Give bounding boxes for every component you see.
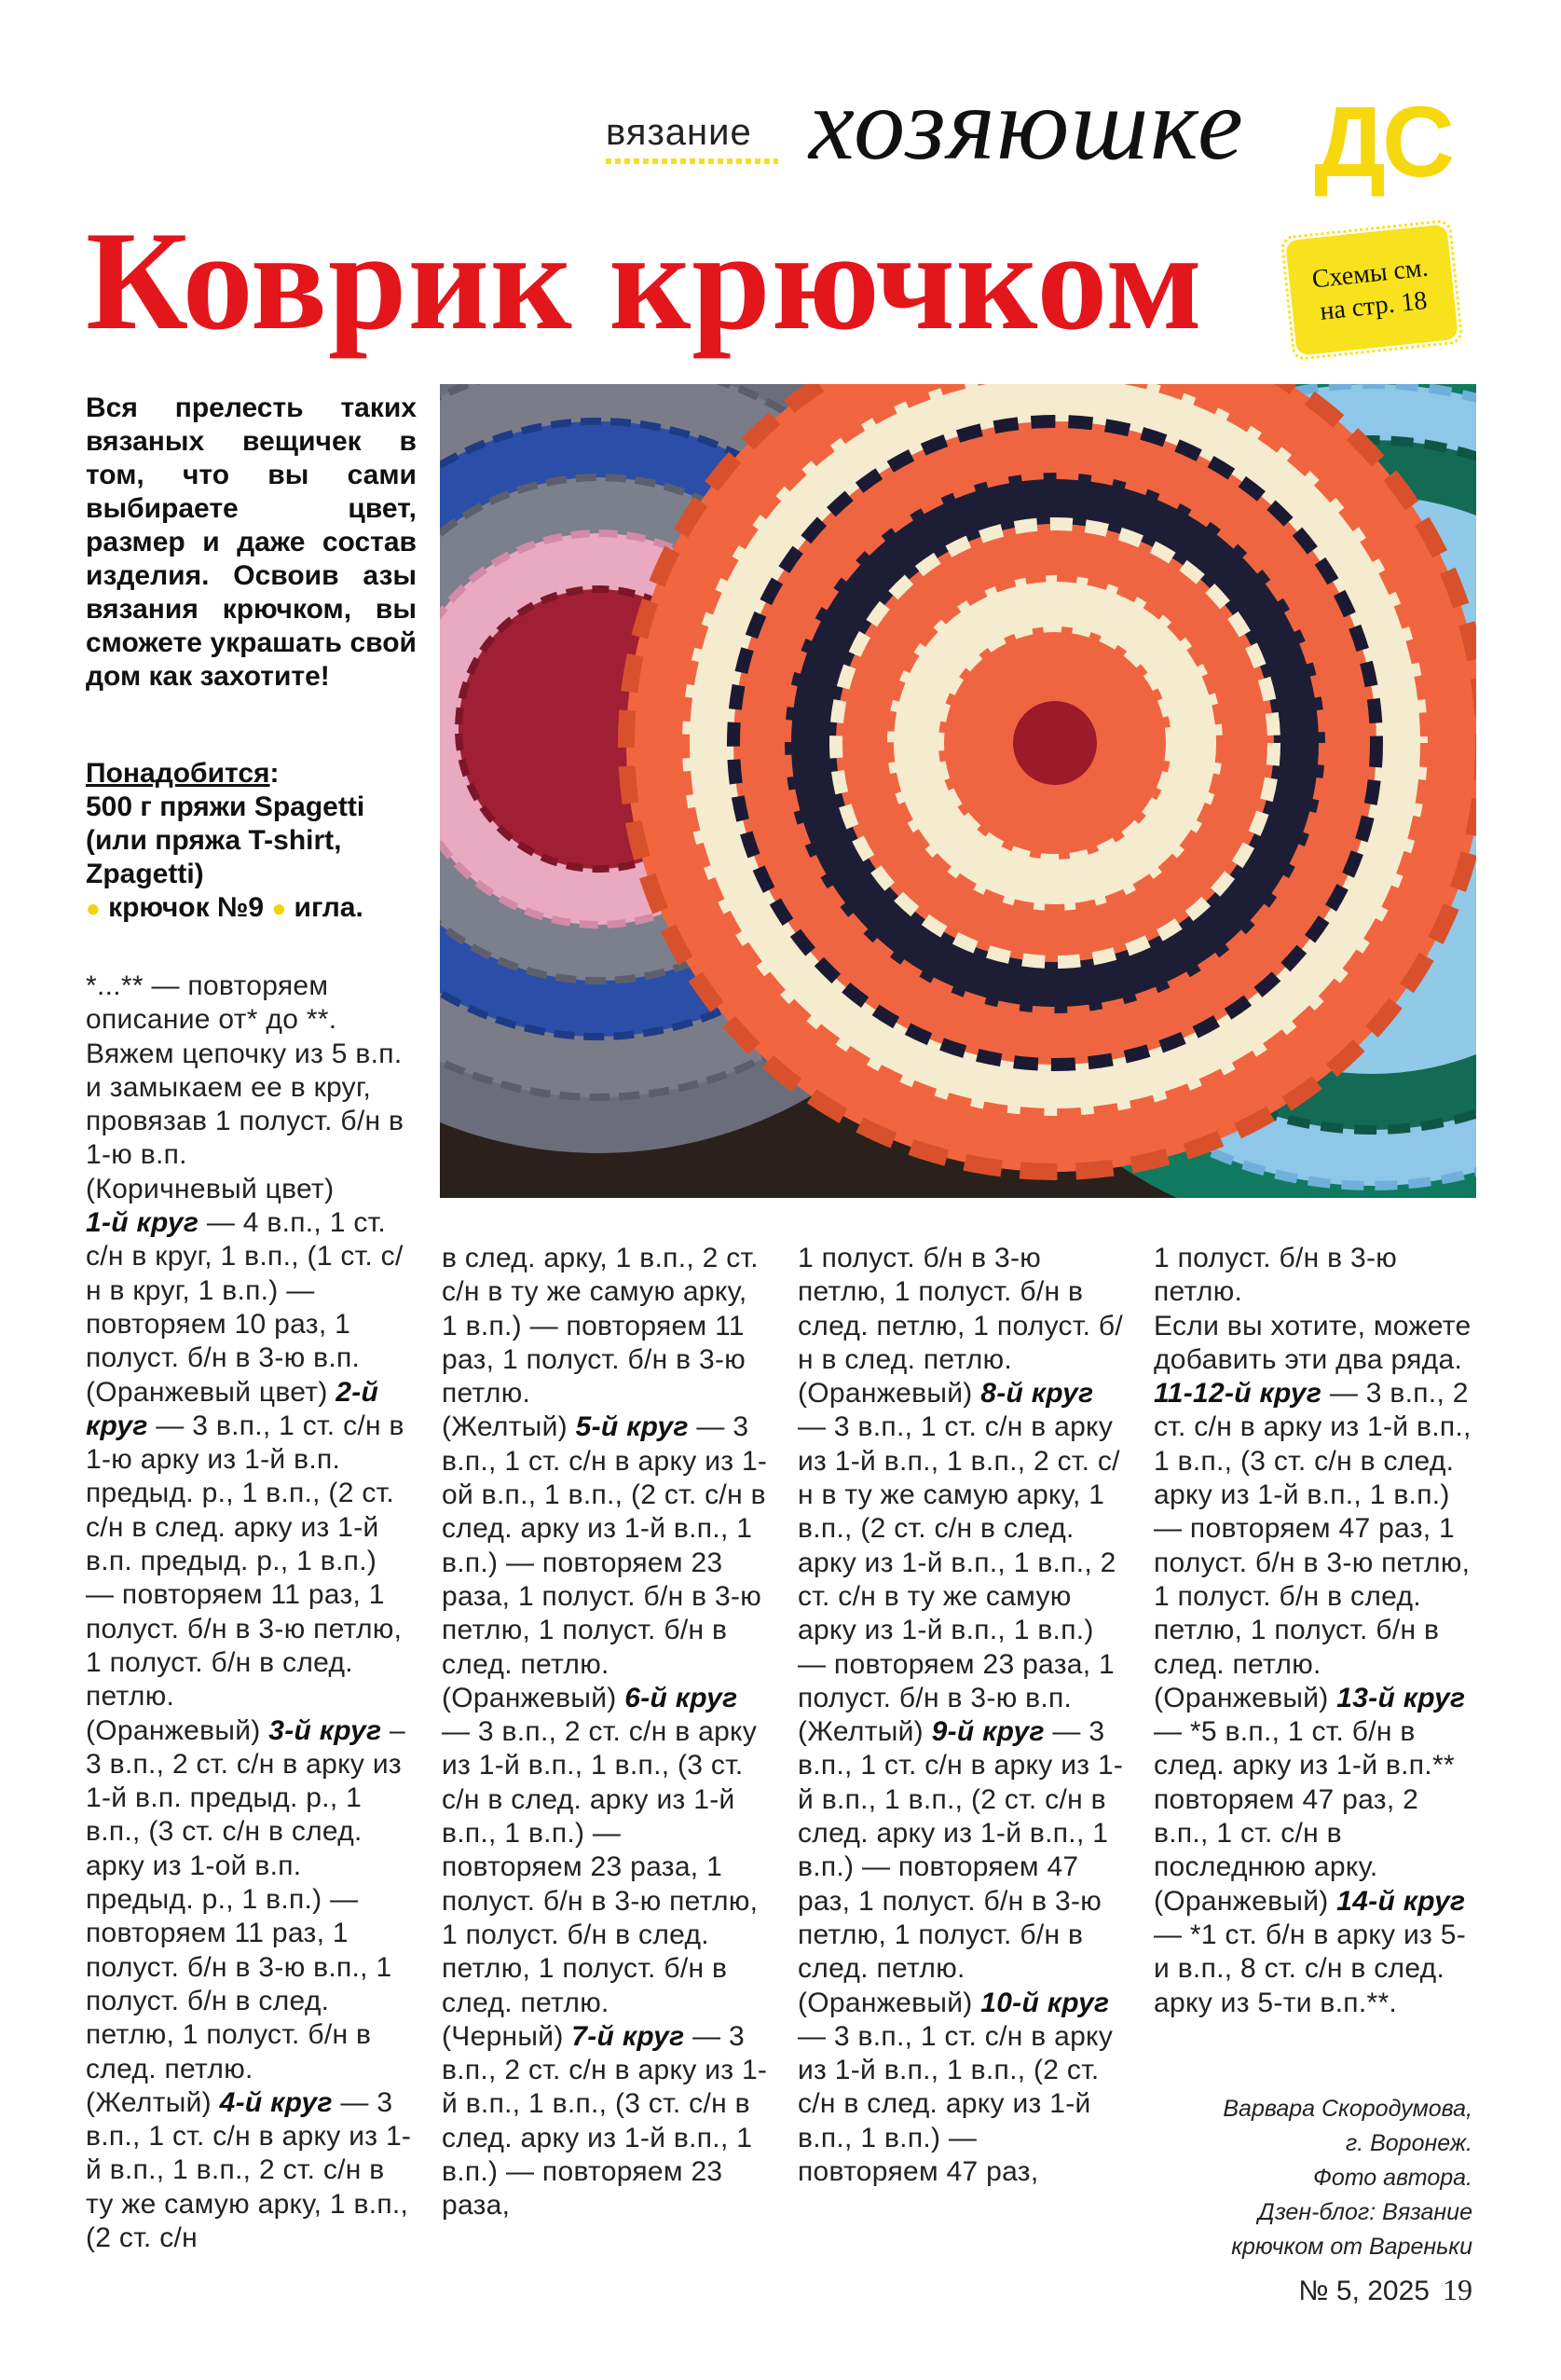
paragraph bbox=[1154, 1310, 1480, 1682]
round-heading: 11-12-й круг bbox=[1154, 1378, 1322, 1410]
text-column-2 bbox=[442, 1242, 768, 2223]
paragraph bbox=[442, 1682, 768, 2020]
text: Если вы хотите, можете добавить эти два ряда. bbox=[1154, 1310, 1472, 1375]
credit-line: Варвара Скородумова, bbox=[1223, 2096, 1472, 2122]
paragraph bbox=[798, 1715, 1124, 1986]
text: – 3 в.п., 2 ст. с/н в арку из 1-й в.п. предыд. р., 1 в.п., (3 ст. с/н в след. арку из 1-ой в.п. предыд. р., 1 в.п.) — повторяем 11 раз, 1 полуст. б/н в 3-ю в.п., 1 полуст. б/н в след. петлю, 1 полуст. б/н в след. петлю. bbox=[86, 1714, 406, 2084]
round-heading: 9-й круг bbox=[931, 1716, 1045, 1748]
materials-hook: крючок №9 bbox=[108, 892, 265, 923]
text: — *1 ст. б/н в арку из 5-и в.п., 8 ст. с/н в след. арку из 5-ти в.п.**. bbox=[1154, 1919, 1466, 2018]
paragraph bbox=[1154, 1885, 1480, 2020]
round-heading: 2-й круг bbox=[86, 1376, 379, 1441]
text: — 3 в.п., 2 ст. с/н в арку из 1-й в.п., 1 в.п., (3 ст. с/н в след. арку из 1-й в.п., 1 в.п.) — повторяем 23 раза, 1 полуст. б/н в 3-ю петлю, 1 полуст. б/н в след. петлю, 1 полуст. б/н в след. петлю. bbox=[442, 1716, 759, 2018]
text: — 3 в.п., 2 ст. с/н в арку из 1-й в.п., 1 в.п., (3 ст. с/н в след. арку из 1-й в.п., 1 в.п.) — повторяем 47 раз, 1 полуст. б/н в 3-ю петлю, 1 полуст. б/н в след. петлю, 1 полуст. б/н в след. петлю. bbox=[1154, 1378, 1472, 1680]
paragraph bbox=[86, 2086, 412, 2255]
text: 1 полуст. б/н в 3-ю петлю, 1 полуст. б/н в след. петлю, 1 полуст. б/н в след. петлю. bbox=[798, 1243, 1123, 1375]
issue-number: № 5, 2025 bbox=[1298, 2276, 1430, 2306]
paragraph bbox=[442, 2020, 768, 2223]
text: 1 полуст. б/н в 3-ю петлю. bbox=[1154, 1243, 1398, 1308]
section-label: вязание bbox=[606, 112, 752, 153]
credit-line: крючком от Вареньки bbox=[1231, 2234, 1472, 2260]
round-heading: 10-й круг bbox=[980, 1987, 1110, 2018]
page-title: Коврик крючком bbox=[86, 202, 1204, 359]
text: — 3 в.п., 1 ст. с/н в арку из 1-й в.п., 1 в.п., 2 ст. с/н в ту же самую арку, 1 в.п., (2 ст. с/н в след. арку из 1-й в.п., 1 в.п., 2 ст. с/н в ту же самую арку из 1-й в.п., 1 в.п.) — повторяем 23 раза, 1 полуст. б/н в 3-ю в.п. bbox=[798, 1411, 1120, 1713]
text: — 4 в.п., 1 ст. с/н в круг, 1 в.п., (1 ст. с/н в круг, 1 в.п.) — повторяем 10 раз, 1 полуст. б/н в 3-ю в.п. bbox=[86, 1207, 404, 1374]
materials-heading: Понадобится bbox=[86, 758, 270, 789]
color-label: (Желтый) bbox=[86, 2086, 220, 2118]
paragraph bbox=[86, 1714, 412, 2086]
paragraph bbox=[1154, 1682, 1480, 1885]
text: Вяжем цепочку из 5 в.п. и замыкаем ее в круг, провязав 1 полуст. б/н в 1-ю в.п. bbox=[86, 1038, 404, 1171]
text-column-4 bbox=[1154, 1242, 1480, 2020]
badge-line-2: на стр. 18 bbox=[1318, 285, 1429, 326]
round-heading: 7-й круг bbox=[571, 2020, 685, 2052]
materials-block bbox=[86, 757, 417, 925]
bullet-icon: ● bbox=[86, 894, 101, 922]
text: — 3 в.п., 1 ст. с/н в 1-ю арку из 1-й в.п. предыд. р., 1 в.п., (2 ст. с/н в след. арку из 1-й в.п. предыд. р., 1 в.п.) — повторяем 11 раз, 1 полуст. б/н в 3-ю петлю, 1 полуст. б/н в след. петлю. bbox=[86, 1410, 404, 1713]
round-heading: 13-й круг bbox=[1336, 1682, 1466, 1713]
color-label: (Оранжевый цвет) bbox=[86, 1376, 336, 1408]
text: — *5 в.п., 1 ст. б/н в след. арку из 1-й в.п.** повторяем 47 раз, 2 в.п., 1 ст. с/н в последнюю арку. bbox=[1154, 1716, 1455, 1883]
round-heading: 14-й круг bbox=[1336, 1885, 1466, 1917]
paragraph bbox=[442, 1242, 768, 1410]
text: в след. арку, 1 в.п., 2 ст. с/н в ту же самую арку, 1 в.п.) — повторяем 11 раз, 1 полуст. б/н в 3-ю петлю. bbox=[442, 1243, 759, 1410]
round-heading: 3-й круг bbox=[268, 1714, 382, 1746]
paragraph bbox=[1154, 1242, 1480, 1310]
page-number: 19 bbox=[1443, 2273, 1472, 2306]
paragraph bbox=[86, 1376, 412, 1714]
text: — 3 в.п., 1 ст. с/н в арку из 1-й в.п., 1 в.п., 2 ст. с/н в ту же самую арку, 1 в.п., (2 ст. с/н bbox=[86, 2086, 412, 2253]
round-heading: 4-й круг bbox=[219, 2086, 333, 2118]
color-label: (Оранжевый) bbox=[442, 1682, 625, 1713]
round-heading: 8-й круг bbox=[980, 1378, 1094, 1410]
text-column-3 bbox=[798, 1242, 1124, 2189]
schemes-badge bbox=[1288, 227, 1455, 353]
color-label: (Оранжевый) bbox=[1154, 1885, 1337, 1917]
color-label: (Черный) bbox=[442, 2020, 572, 2052]
intro-text: Вся прелесть таких вязаных вещичек в том, что вы сами выбираете цвет, размер и даже состав изделия. Освоив азы вязания крючком, вы сможете украшать свой дом как захотите! bbox=[86, 392, 417, 692]
paragraph bbox=[86, 1173, 412, 1206]
paragraph bbox=[798, 1987, 1124, 2190]
badge-line-1: Схемы см. bbox=[1310, 253, 1430, 295]
section-underline bbox=[606, 158, 778, 164]
color-label: (Оранжевый) bbox=[1154, 1682, 1337, 1713]
paragraph bbox=[86, 1038, 412, 1173]
color-label: (Оранжевый) bbox=[798, 1378, 981, 1410]
color-label: (Желтый) bbox=[798, 1716, 932, 1748]
text: — 3 в.п., 2 ст. с/н в арку из 1-й в.п., 1 в.п., (3 ст. с/н в след. арку из 1-й в.п., 1 в.п.) — повторяем 23 раза, bbox=[442, 2020, 768, 2222]
round-heading: 1-й круг bbox=[86, 1207, 199, 1239]
crochet-rugs-photo bbox=[440, 384, 1476, 1198]
materials-yarn: 500 г пряжи Spagetti (или пряжа T-shirt, Zpagetti) bbox=[86, 791, 365, 889]
credit-line: Дзен-блог: Вязание bbox=[1257, 2199, 1472, 2225]
materials-needle: игла. bbox=[294, 892, 363, 923]
color-label: (Оранжевый) bbox=[798, 1987, 981, 2018]
author-credits bbox=[1081, 2092, 1472, 2264]
text: *...** — повторяем описание от* до **. bbox=[86, 970, 337, 1036]
color-label: (Оранжевый) bbox=[86, 1714, 269, 1746]
materials-colon: : bbox=[269, 758, 280, 789]
rubric-title: хозяюшке bbox=[809, 67, 1245, 181]
round-heading: 6-й круг bbox=[624, 1682, 738, 1713]
text: — 3 в.п., 1 ст. с/н в арку из 1-й в.п., 1 в.п., (2 ст. с/н в след. арку из 1-й в.п., 1 в.п.) — повторяем 47 раз, bbox=[798, 2020, 1114, 2188]
paragraph bbox=[798, 1377, 1124, 1715]
text: — 3 в.п., 1 ст. с/н в арку из 1-й в.п., 1 в.п., (2 ст. с/н в след. арку из 1-й в.п., 1 в.п.) — повторяем 47 раз, 1 полуст. б/н в 3-ю петлю, 1 полуст. б/н в след. петлю. bbox=[798, 1716, 1124, 1985]
magazine-logo: ДС bbox=[1314, 85, 1451, 198]
text-column-1 bbox=[86, 970, 412, 2255]
credit-line: г. Воронеж. bbox=[1345, 2130, 1472, 2156]
color-label: (Желтый) bbox=[442, 1411, 576, 1443]
credit-line: Фото автора. bbox=[1312, 2165, 1472, 2191]
paragraph bbox=[798, 1242, 1124, 1377]
text: (Коричневый цвет) bbox=[86, 1173, 335, 1204]
paragraph bbox=[442, 1410, 768, 1681]
text: — 3 в.п., 1 ст. с/н в арку из 1-ой в.п., 1 в.п., (2 ст. с/н в след. арку из 1-й в.п., 1 в.п.) — повторяем 23 раза, 1 полуст. б/н в 3-ю петлю, 1 полуст. б/н в след. петлю. bbox=[442, 1411, 768, 1680]
round-heading: 5-й круг bbox=[575, 1411, 689, 1443]
paragraph bbox=[86, 970, 412, 1038]
paragraph bbox=[86, 1206, 412, 1375]
bullet-icon: ● bbox=[271, 894, 287, 922]
page-footer bbox=[1286, 2273, 1472, 2307]
